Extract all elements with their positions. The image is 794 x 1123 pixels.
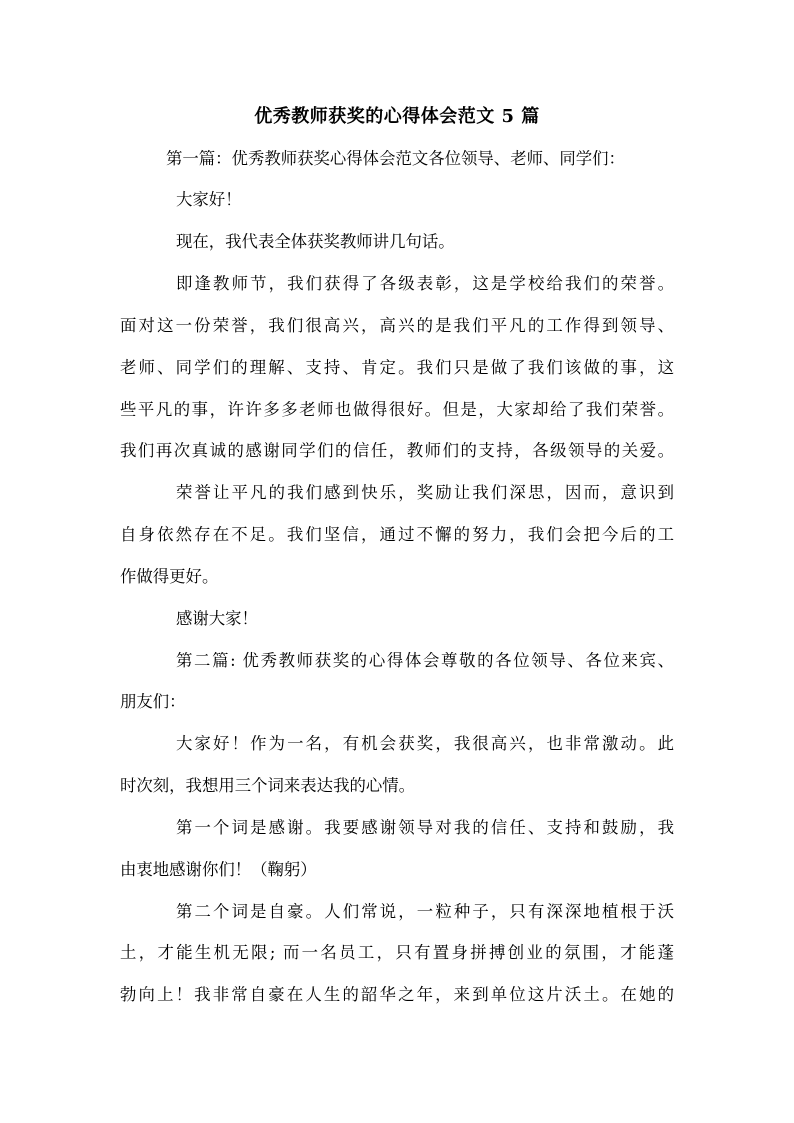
paragraph-line: 勃向上！我非常自豪在人生的韶华之年，来到单位这片沃土。在她的 xyxy=(120,985,674,1004)
paragraph-line: 大家好！作为一名，有机会获奖，我很高兴，也非常激动。此 xyxy=(176,734,674,753)
paragraph-line: 些平凡的事，许许多多老师也做得很好。但是，大家却给了我们荣誉。 xyxy=(120,400,674,419)
paragraph-line: 即逢教师节，我们获得了各级表彰，这是学校给我们的荣誉。 xyxy=(176,274,674,293)
paragraph-line: 自身依然存在不足。我们坚信，通过不懈的努力，我们会把今后的工 xyxy=(120,525,674,544)
paragraph-line: 第一个词是感谢。我要感谢领导对我的信任、支持和鼓励，我 xyxy=(176,818,674,837)
paragraph-line: 朋友们： xyxy=(120,692,186,711)
paragraph-line: 作做得更好。 xyxy=(120,567,219,586)
document-title: 优秀教师获奖的心得体会范文 5 篇 xyxy=(254,106,540,127)
paragraph-line: 我们再次真诚的感谢同学们的信任，教师们的支持，各级领导的关爱。 xyxy=(120,441,674,460)
paragraph-line: 感谢大家！ xyxy=(176,609,258,628)
paragraph-line: 时次刻，我想用三个词来表达我的心情。 xyxy=(120,776,416,795)
paragraph-line: 第二个词是自豪。人们常说，一粒种子，只有深深地植根于沃 xyxy=(176,902,674,921)
paragraph-line: 老师、同学们的理解、支持、肯定。我们只是做了我们该做的事，这 xyxy=(120,358,674,377)
paragraph-line: 现在，我代表全体获奖教师讲几句话。 xyxy=(176,232,455,251)
paragraph-line: 面对这一份荣誉，我们很高兴，高兴的是我们平凡的工作得到领导、 xyxy=(120,316,674,335)
paragraph-line: 大家好！ xyxy=(176,190,242,209)
paragraph-line: 荣誉让平凡的我们感到快乐，奖励让我们深思，因而，意识到 xyxy=(176,483,674,502)
paragraph-line: 由衷地感谢你们！（鞠躬） xyxy=(120,860,317,879)
paragraph-line: 第一篇：优秀教师获奖心得体会范文各位领导、老师、同学们： xyxy=(166,149,625,168)
paragraph-line: 第二篇: 优秀教师获奖的心得体会尊敬的各位领导、各位来宾、 xyxy=(176,651,674,670)
paragraph-line: 土，才能生机无限; 而一名员工，只有置身拼搏创业的氛围，才能蓬 xyxy=(120,943,674,962)
